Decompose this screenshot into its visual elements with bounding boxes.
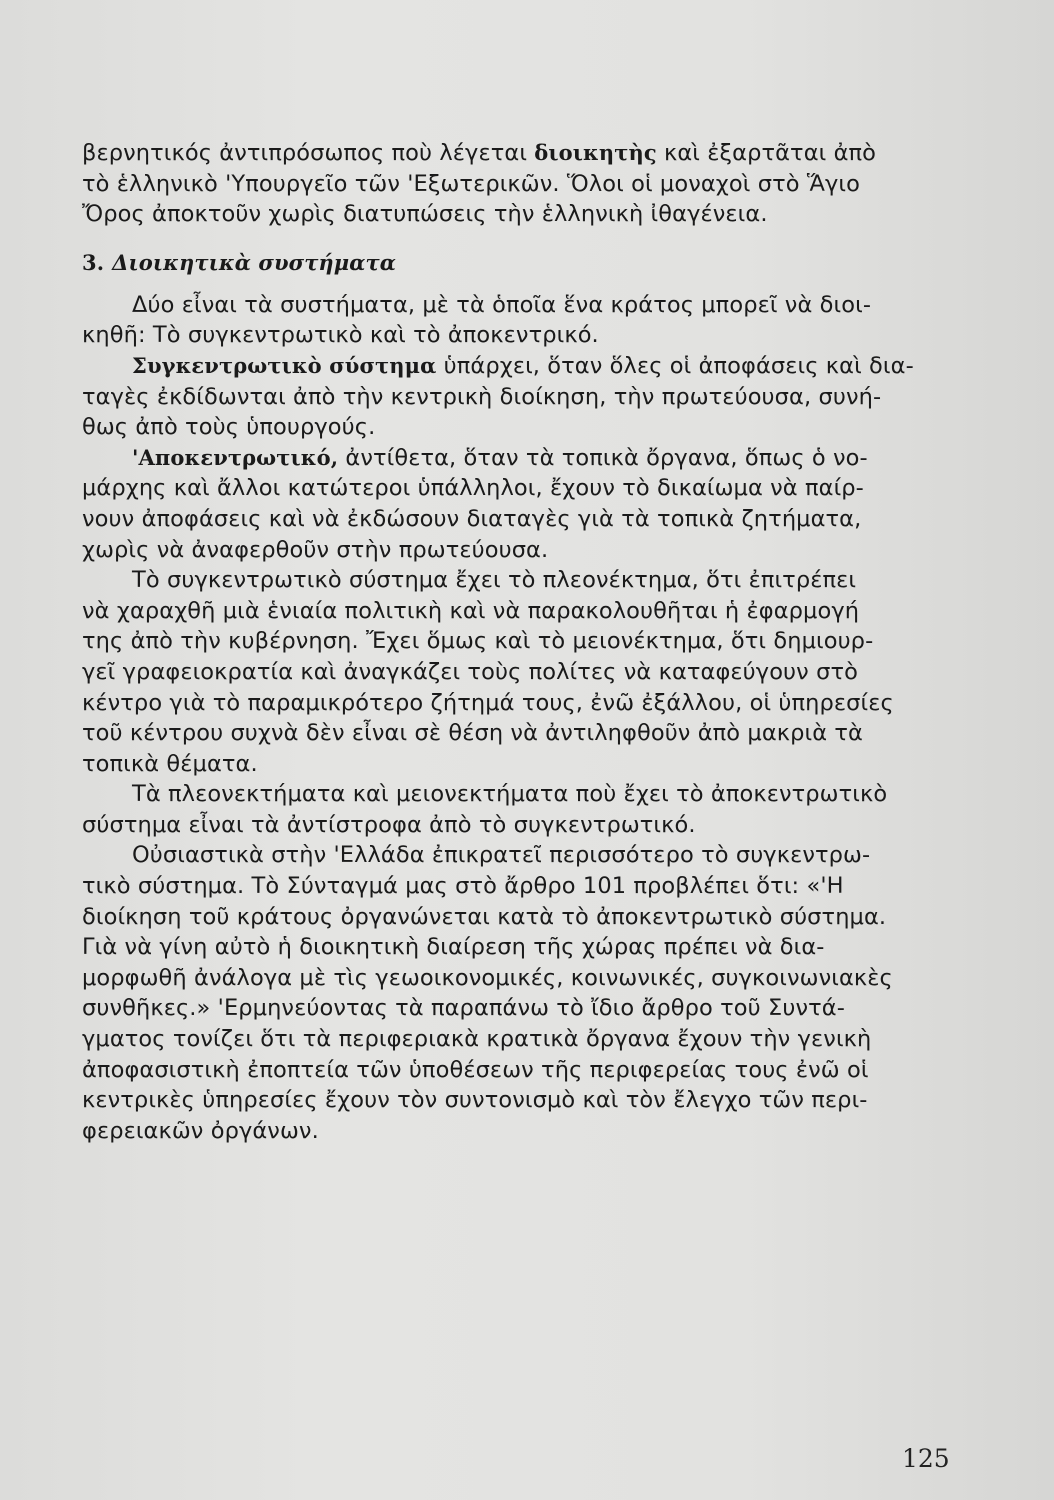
text-line: μάρχης καὶ ἄλλοι κατώτεροι ὑπάλληλοι, ἔχουν τὸ δικαίωμα νὰ παίρ-	[82, 475, 864, 502]
text-line: νὰ χαραχθῆ μιὰ ἑνιαία πολιτικὴ καὶ νὰ παρακολουθῆται ἡ ἐφαρμογή	[82, 597, 860, 624]
page-number: 125	[902, 1444, 950, 1473]
text-line: τὸ ἑλληνικὸ 'Υπουργεῖο τῶν 'Εξωτερικῶν. Ὅλοι οἱ μοναχοὶ στὸ Ἅγιο	[82, 170, 860, 197]
text-line: Οὐσιαστικὰ στὴν 'Ελλάδα ἐπικρατεῖ περισσότερο τὸ συγκεντρω-	[132, 842, 871, 869]
text-line: τοπικὰ θέματα.	[82, 750, 258, 777]
text-line: Συγκεντρωτικὸ σύστημα ὑπάρχει, ὅταν ὅλες οἱ ἀποφάσεις καὶ δια-	[82, 351, 944, 382]
text-line: χωρὶς νὰ ἀναφερθοῦν στὴν πρωτεύουσα.	[82, 536, 549, 563]
body-text	[82, 138, 944, 1146]
text-line: 'Αποκεντρωτικό, ἀντίθετα, ὅταν τὰ τοπικὰ ὄργανα, ὅπως ὁ νο-	[82, 443, 944, 474]
text-line: διοίκηση τοῦ κράτους ὀργανώνεται κατὰ τὸ ἀποκεντρωτικὸ σύστημα.	[82, 903, 887, 930]
text-line: Τὰ πλεονεκτήματα καὶ μειονεκτήματα ποὺ ἔχει τὸ ἀποκεντρωτικὸ	[132, 781, 888, 808]
section-number: 3.	[82, 249, 105, 275]
text-line: ταγὲς ἐκδίδωνται ἀπὸ τὴν κεντρικὴ διοίκηση, τὴν πρωτεύουσα, συνή-	[82, 383, 882, 410]
text-line: Ὄρος ἀποκτοῦν χωρὶς διατυπώσεις τὴν ἑλληνικὴ ἰθαγένεια.	[82, 201, 768, 228]
text-line: Δύο εἶναι τὰ συστήματα, μὲ τὰ ὁποῖα ἕνα κράτος μπορεῖ νὰ διοι-	[132, 291, 872, 318]
bold-term: 'Αποκεντρωτικό,	[132, 444, 339, 470]
section-heading	[82, 248, 944, 278]
text-line: γεῖ γραφειοκρατία καὶ ἀναγκάζει τοὺς πολίτες νὰ καταφεύγουν στὸ	[82, 658, 858, 685]
text-line: φερειακῶν ὀργάνων.	[82, 1117, 319, 1144]
text-line: Τὸ συγκεντρωτικὸ σύστημα ἔχει τὸ πλεονέκτημα, ὅτι ἐπιτρέπει	[132, 567, 857, 594]
section-title: Διοικητικὰ συστήματα	[112, 249, 397, 275]
bold-term: Συγκεντρωτικὸ σύστημα	[132, 352, 437, 378]
bold-term: διοικητὴς	[534, 140, 657, 165]
text-line: σύστημα εἶναι τὰ ἀντίστροφα ἀπὸ τὸ συγκεντρωτικό.	[82, 811, 696, 838]
text-line: βερνητικός ἀντιπρόσωπος ποὺ λέγεται διοικητὴς καὶ ἐξαρτᾶται ἀπὸ	[82, 138, 944, 169]
text-line: της ἀπὸ τὴν κυβέρνηση. Ἔχει ὅμως καὶ τὸ μειονέκτημα, ὅτι δημιουρ-	[82, 628, 874, 655]
text-line: γματος τονίζει ὅτι τὰ περιφεριακὰ κρατικὰ ὄργανα ἔχουν τὴν γενικὴ	[82, 1026, 872, 1053]
text-line: κεντρικὲς ὑπηρεσίες ἔχουν τὸν συντονισμὸ καὶ τὸν ἔλεγχο τῶν περι-	[82, 1087, 868, 1114]
text-line: κηθῆ: Τὸ συγκεντρωτικὸ καὶ τὸ ἀποκεντρικό.	[82, 322, 599, 349]
text-line: κέντρο γιὰ τὸ παραμικρότερο ζήτημά τους, ἐνῶ ἐξάλλου, οἱ ὑπηρεσίες	[82, 689, 894, 716]
text-line: συνθῆκες.» 'Ερμηνεύοντας τὰ παραπάνω τὸ ἴδιο ἄρθρο τοῦ Συντά-	[82, 995, 845, 1022]
text-line: μορφωθῆ ἀνάλογα μὲ τὶς γεωοικονομικές, κοινωνικές, συγκοινωνιακὲς	[82, 964, 893, 991]
text-line: τικὸ σύστημα. Τὸ Σύνταγμά μας στὸ ἄρθρο 101 προβλέπει ὅτι: «'Η	[82, 873, 844, 900]
text-line: ἀποφασιστικὴ ἐποπτεία τῶν ὑποθέσεων τῆς περιφερείας τους ἐνῶ οἱ	[82, 1056, 869, 1083]
text-line: τοῦ κέντρου συχνὰ δὲν εἶναι σὲ θέση νὰ ἀντιληφθοῦν ἀπὸ μακριὰ τὰ	[82, 720, 863, 747]
text-line: Γιὰ νὰ γίνη αὐτὸ ἡ διοικητικὴ διαίρεση τῆς χώρας πρέπει νὰ δια-	[82, 934, 825, 961]
text-line: νουν ἀποφάσεις καὶ νὰ ἐκδώσουν διαταγὲς γιὰ τὰ τοπικὰ ζητήματα,	[82, 505, 862, 532]
text-line: θως ἀπὸ τοὺς ὑπουργούς.	[82, 414, 376, 441]
